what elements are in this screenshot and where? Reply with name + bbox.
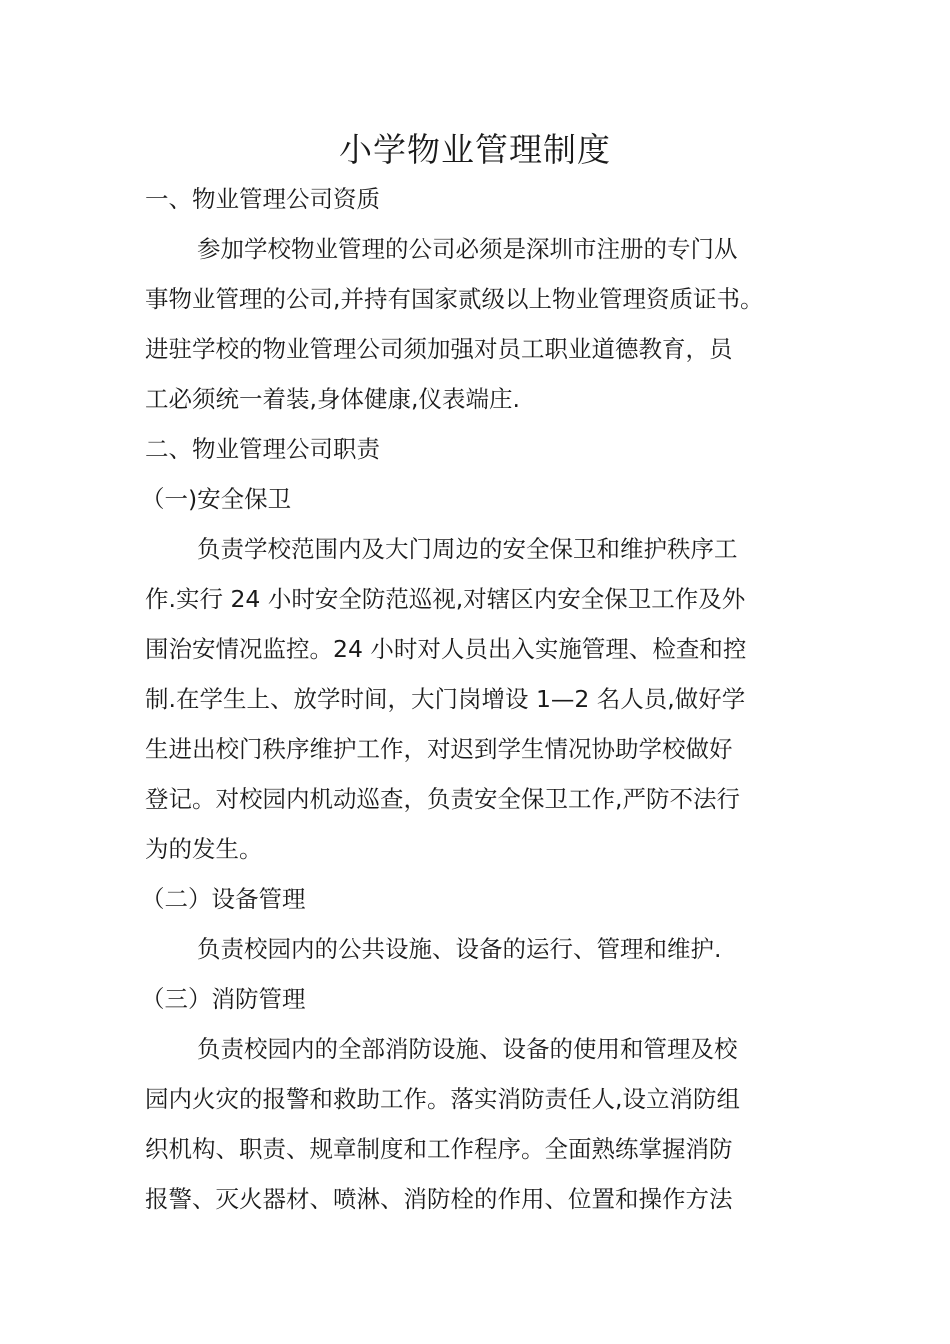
paragraph-line: 负责校园内的公共设施、设备的运行、管理和维护. <box>197 935 722 963</box>
paragraph-line: 制.在学生上、放学时间，大门岗增设 1—2 名人员,做好学 <box>145 685 746 713</box>
paragraph-line: 园内火灾的报警和救助工作。落实消防责任人,设立消防组 <box>145 1085 740 1113</box>
document-body <box>141 174 815 1224</box>
paragraph-line: 事物业管理的公司,并持有国家贰级以上物业管理资质证书。 <box>145 285 764 313</box>
paragraph-line: 参加学校物业管理的公司必须是深圳市注册的专门从 <box>197 235 738 263</box>
paragraph-line: 负责学校范围内及大门周边的安全保卫和维护秩序工 <box>197 535 738 563</box>
paragraph-line: 为的发生。 <box>145 835 263 863</box>
paragraph-line: 围治安情况监控。24 小时对人员出入实施管理、检查和控 <box>145 635 747 663</box>
section-heading-duties: 二、物业管理公司职责 <box>145 435 380 463</box>
paragraph-line: 进驻学校的物业管理公司须加强对员工职业道德教育，员 <box>145 335 733 363</box>
paragraph-line: 报警、灭火器材、喷淋、消防栓的作用、位置和操作方法 <box>145 1185 733 1213</box>
section-heading-qualification: 一、物业管理公司资质 <box>145 185 380 213</box>
subsection-heading-equipment: （二）设备管理 <box>141 885 306 913</box>
paragraph-line: 生进出校门秩序维护工作，对迟到学生情况协助学校做好 <box>145 735 733 763</box>
paragraph-line: 作.实行 24 小时安全防范巡视,对辖区内安全保卫工作及外 <box>145 585 746 613</box>
subsection-heading-security: （一)安全保卫 <box>141 485 292 513</box>
paragraph-line: 负责校园内的全部消防设施、设备的使用和管理及校 <box>197 1035 738 1063</box>
paragraph-line: 工必须统一着装,身体健康,仪表端庄. <box>145 385 520 413</box>
paragraph-line: 织机构、职责、规章制度和工作程序。全面熟练掌握消防 <box>145 1135 733 1163</box>
document-title: 小学物业管理制度 <box>339 130 611 169</box>
paragraph-line: 登记。对校园内机动巡查，负责安全保卫工作,严防不法行 <box>145 785 740 813</box>
subsection-heading-fire: （三）消防管理 <box>141 985 306 1013</box>
